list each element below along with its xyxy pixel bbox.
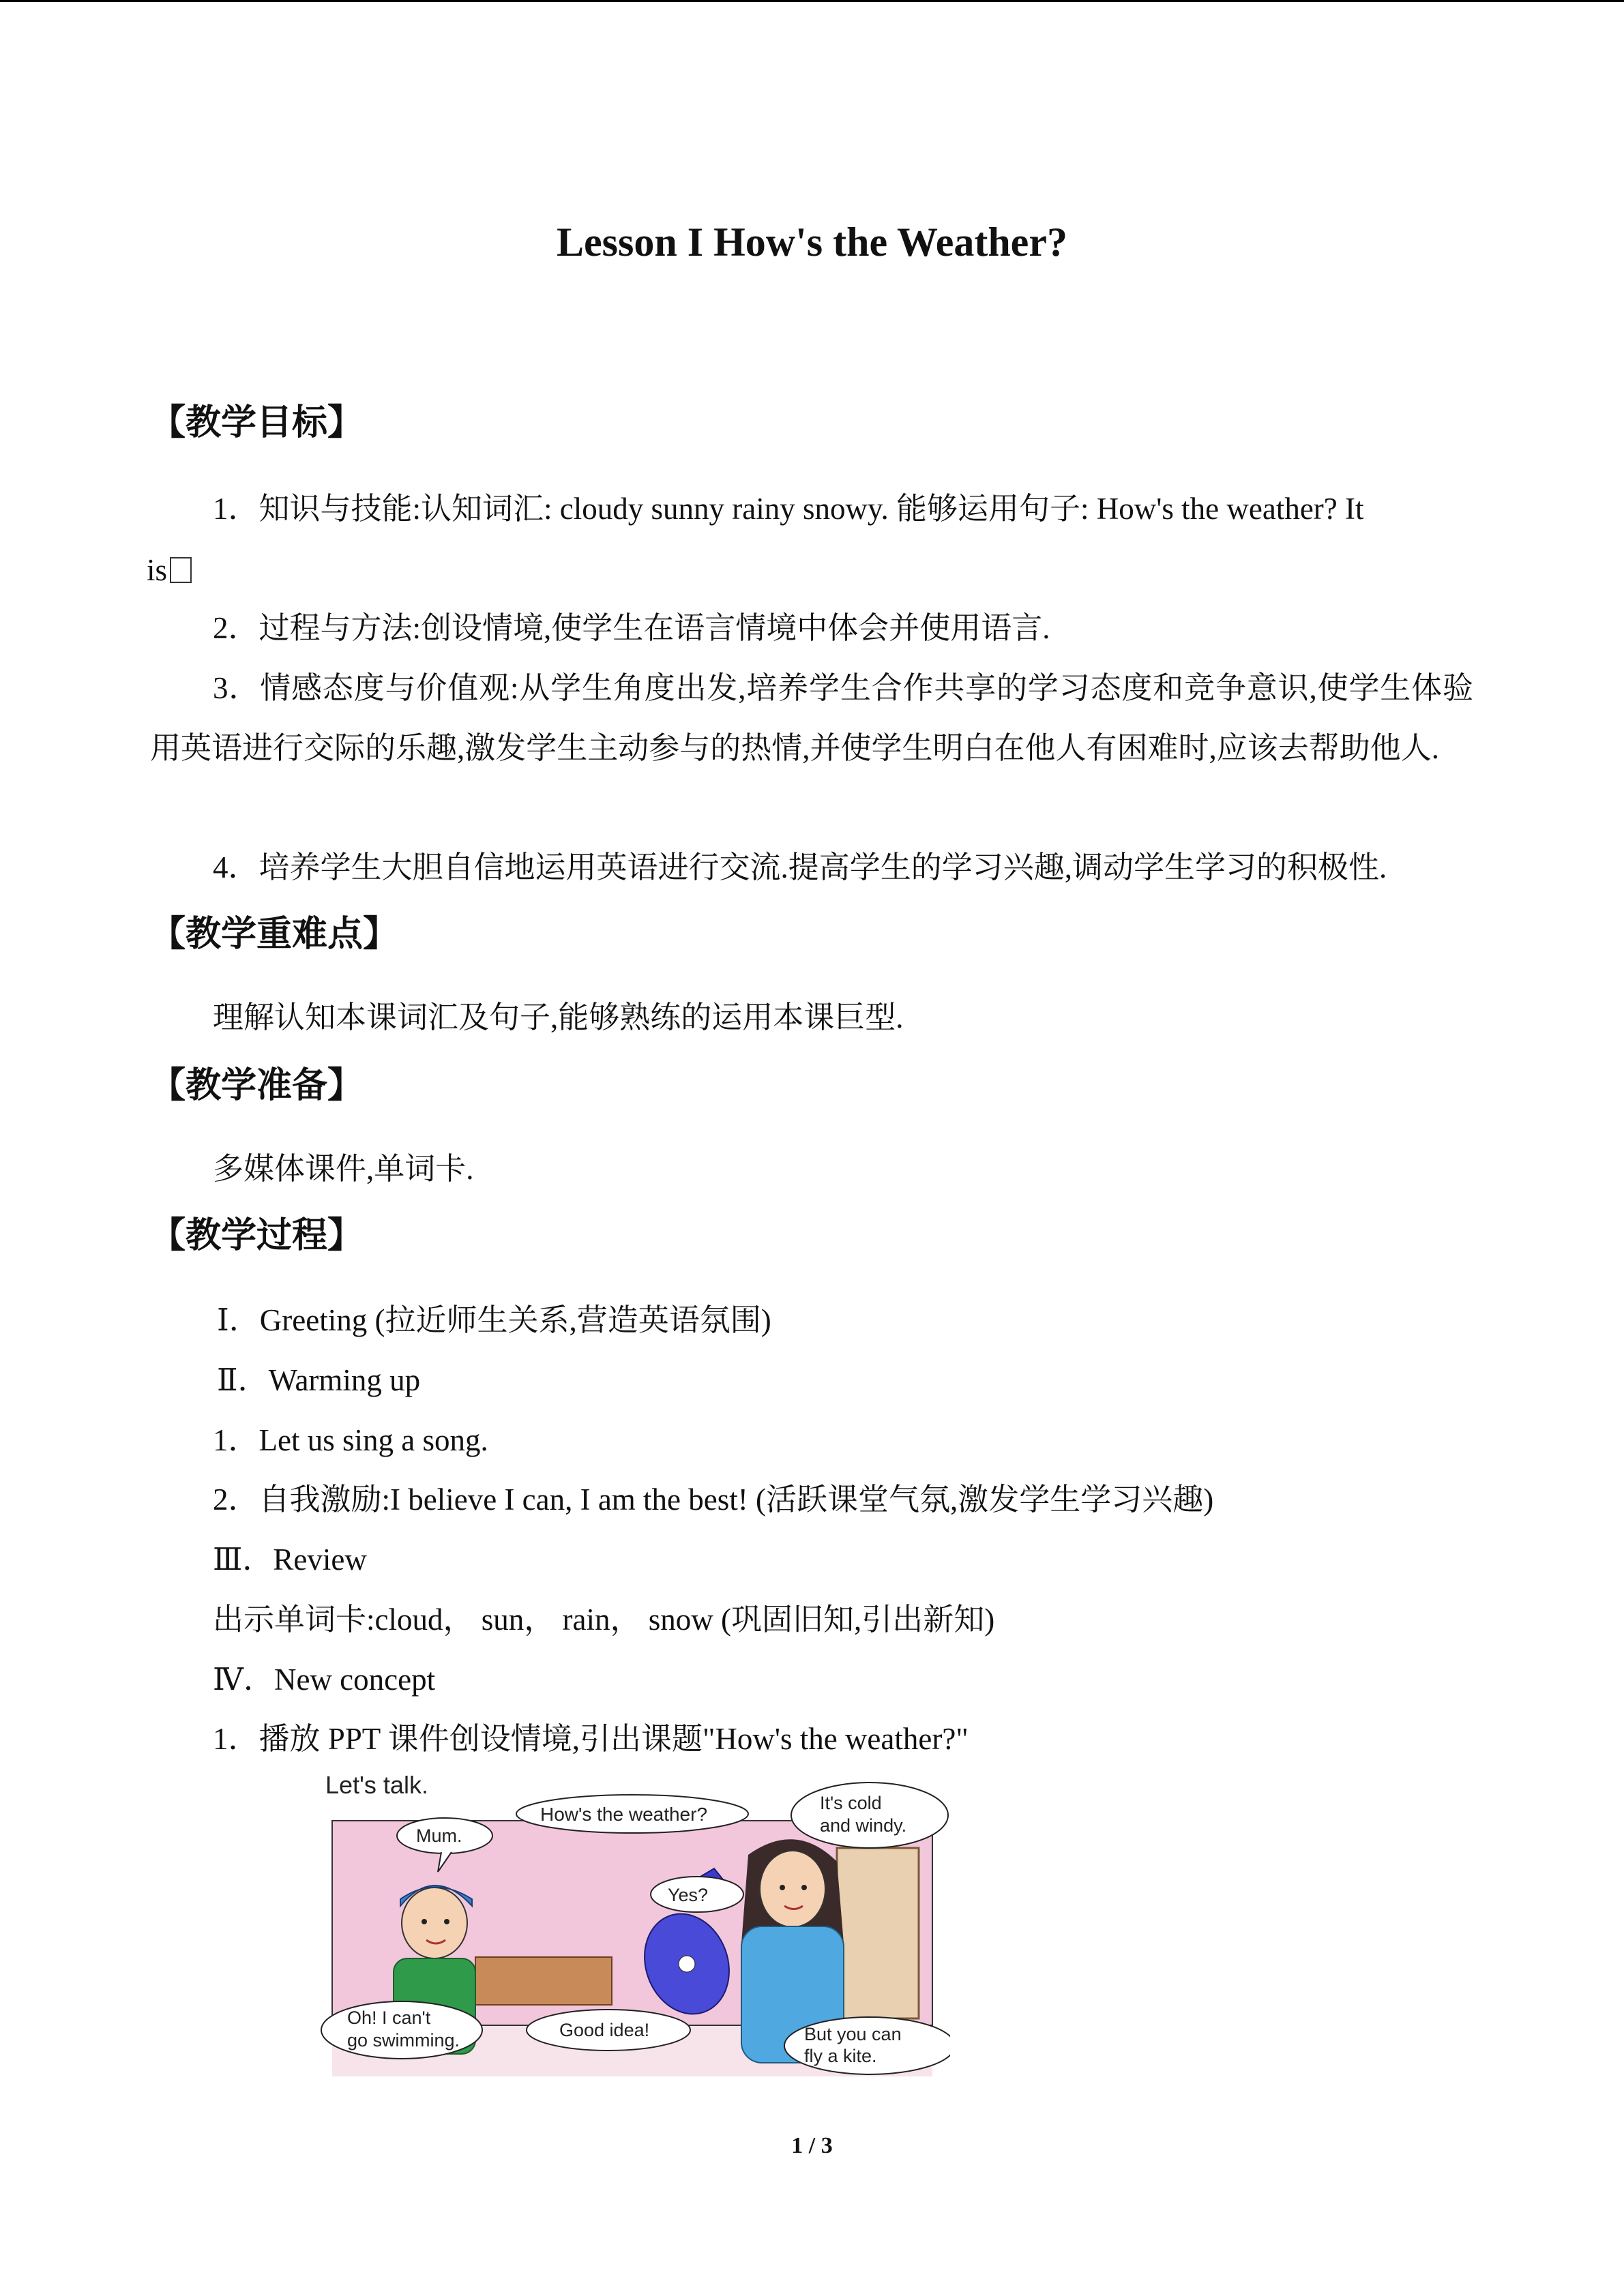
process-step-1: Ⅰ．Greeting (拉近师生关系,营造英语氛围) xyxy=(217,1303,771,1337)
process-step-4-item-1: 1．播放 PPT 课件创设情境,引出课题"How's the weather?" xyxy=(213,1722,969,1756)
bubble-yes-text: Yes? xyxy=(668,1885,709,1905)
process-step-2: Ⅱ．Warming up xyxy=(217,1363,421,1397)
section-heading-preparation: 【教学准备】 xyxy=(150,1065,364,1106)
process-step-3-text: 出示单词卡:cloud， sun， rain， snow (巩固旧知,引出新知) xyxy=(213,1602,995,1637)
bubble-kite-text-2: fly a kite. xyxy=(804,2046,877,2066)
goal-item-4: 4．培养学生大胆自信地运用英语进行交流.提高学生的学习兴趣,调动学生学习的积极性. xyxy=(213,850,1387,884)
process-step-2-item-1: 1．Let us sing a song. xyxy=(213,1423,488,1457)
bubble-cant-text-1: Oh! I can't xyxy=(347,2008,431,2028)
section-heading-goals: 【教学目标】 xyxy=(150,402,364,443)
goal-item-1: 1．知识与技能:认知词汇: cloudy sunny rainy snowy. 能够运用句子: How's the weather? It xyxy=(213,492,1364,526)
bubble-cold-text-1: It's cold xyxy=(820,1793,882,1813)
comic-illustration xyxy=(319,1766,950,2076)
comic-header: Let's talk. xyxy=(325,1771,428,1799)
bubble-cant-text-2: go swimming. xyxy=(347,2030,460,2051)
section-heading-process: 【教学过程】 xyxy=(150,1215,364,1256)
goal-item-1-tail: is xyxy=(147,553,168,587)
door xyxy=(837,1848,919,2018)
process-step-4: Ⅳ．New concept xyxy=(213,1663,436,1697)
goal-item-1-cont xyxy=(147,540,192,600)
page-title: Lesson I How's the Weather? xyxy=(557,220,1067,265)
section-heading-key-points: 【教学重难点】 xyxy=(150,914,399,955)
bubble-kite-text-1: But you can xyxy=(804,2024,902,2044)
key-points-text: 理解认知本课词汇及句子,能够熟练的运用本课巨型. xyxy=(213,1000,904,1034)
process-step-3: Ⅲ．Review xyxy=(213,1542,367,1577)
goal-item-2: 2．过程与方法:创设情境,使学生在语言情境中体会并使用语言. xyxy=(213,611,1050,645)
preparation-text: 多媒体课件,单词卡. xyxy=(213,1152,474,1186)
goal-item-3: 3．情感态度与价值观:从学生角度出发,培养学生合作共享的学习态度和竞争意识,使学生体验用英语进行交际的乐趣,激发学生主动参与的热情,并使学生明白在他人有困难时,应该去帮助他人. xyxy=(150,671,1473,765)
bubble-question-text: How's the weather? xyxy=(540,1804,708,1825)
top-border-line xyxy=(0,0,1624,2)
missing-glyph-box xyxy=(170,557,192,583)
process-step-2-item-2: 2．自我激励:I believe I can, I am the best! (活跃课堂气氛,激发学生学习兴趣) xyxy=(213,1482,1214,1517)
desk xyxy=(475,1957,612,2005)
page-number: 1 / 3 xyxy=(791,2133,833,2158)
bubble-idea-text: Good idea! xyxy=(559,2020,650,2040)
bubble-mum-text: Mum. xyxy=(416,1825,462,1846)
bubble-cold-text-2: and windy. xyxy=(820,1815,907,1836)
comic-svg xyxy=(319,1766,950,2076)
